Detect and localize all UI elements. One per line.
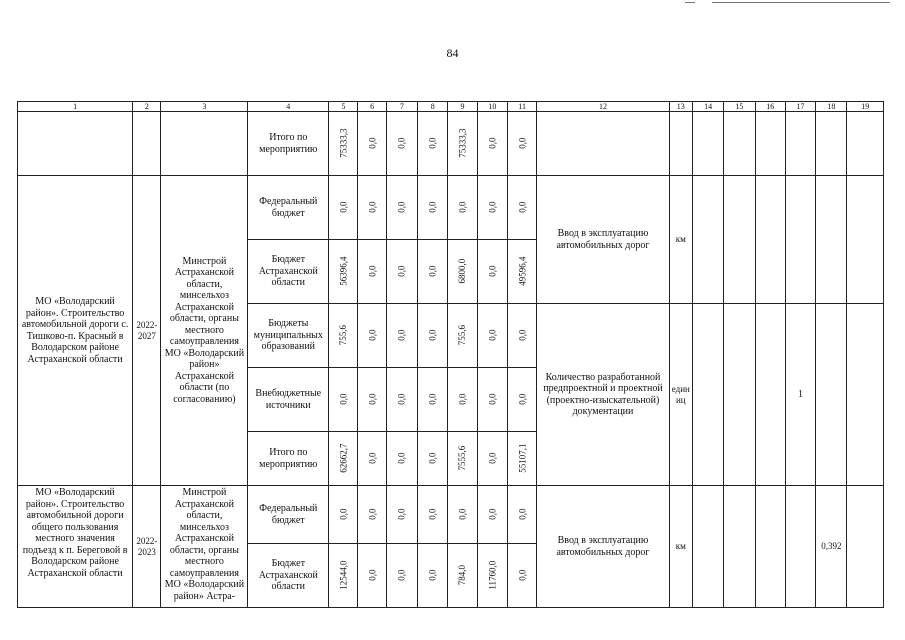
scan-edge-line — [712, 2, 890, 3]
value-cell: 75333,3 — [329, 112, 358, 176]
column-header: 15 — [724, 102, 755, 112]
column-header: 3 — [161, 102, 248, 112]
source-label: Итого по мероприятию — [248, 432, 329, 486]
value-cell: 755,6 — [448, 304, 477, 368]
column-header: 9 — [448, 102, 477, 112]
value-cell: 0,0 — [477, 304, 507, 368]
column-header: 14 — [692, 102, 723, 112]
value-cell: 75333,3 — [448, 112, 477, 176]
value-cell: 0,0 — [448, 486, 477, 544]
source-label: Бюджет Астраханской области — [248, 544, 329, 608]
value-cell: 6800,0 — [448, 240, 477, 304]
object-name: МО «Володарский район». Строительство автомобильной дороги общего пользования местного значения подъезд к п. Береговой в Володарском районе Астраханской области — [18, 486, 133, 608]
value-cell: 0,0 — [329, 486, 358, 544]
value-cell: 0,0 — [508, 112, 537, 176]
value-cell: 0,0 — [508, 368, 537, 432]
value-cell: 0,0 — [386, 240, 417, 304]
value-cell: 0,0 — [418, 432, 448, 486]
column-header: 19 — [847, 102, 884, 112]
table-row — [18, 176, 884, 240]
value-cell: 0,0 — [358, 176, 386, 240]
value-cell: 0,0 — [386, 432, 417, 486]
object-name: МО «Володарский район». Строительство автомобильной дороги с. Тишково-п. Красный в Володарском районе Астраханской области — [18, 176, 133, 486]
value-cell: 0,0 — [418, 368, 448, 432]
value-cell: 0,0 — [329, 368, 358, 432]
unit-cell — [669, 112, 692, 176]
value-cell: 0,0 — [448, 176, 477, 240]
column-header: 16 — [755, 102, 785, 112]
indicator-cell — [537, 112, 669, 176]
indicator-value: 1 — [785, 304, 815, 486]
column-header: 4 — [248, 102, 329, 112]
value-cell: 0,0 — [386, 368, 417, 432]
column-header: 17 — [785, 102, 815, 112]
indicator-unit: единиц — [669, 304, 692, 486]
column-header: 1 — [18, 102, 133, 112]
value-cell: 11760,0 — [477, 544, 507, 608]
column-header: 18 — [816, 102, 847, 112]
object-cell — [18, 112, 133, 176]
column-header: 7 — [386, 102, 417, 112]
value-cell: 0,0 — [358, 240, 386, 304]
source-label: Бюджет Астраханской области — [248, 240, 329, 304]
value-cell: 55107,1 — [508, 432, 537, 486]
source-label: Итого по мероприятию — [248, 112, 329, 176]
period: 2022-2027 — [133, 176, 161, 486]
value-cell: 0,0 — [508, 544, 537, 608]
value-cell: 0,0 — [329, 176, 358, 240]
scan-edge-line — [685, 2, 695, 3]
value-cell: 0,0 — [358, 368, 386, 432]
value-cell: 0,0 — [418, 112, 448, 176]
indicator-name: Ввод в эксплуатацию автомобильных дорог — [537, 176, 669, 304]
period: 2022-2023 — [133, 486, 161, 608]
value-cell: 0,0 — [477, 240, 507, 304]
column-header: 8 — [418, 102, 448, 112]
table-row — [18, 486, 884, 544]
indicator-name: Ввод в эксплуатацию автомобильных дорог — [537, 486, 669, 608]
value-cell: 62662,7 — [329, 432, 358, 486]
value-cell: 755,6 — [329, 304, 358, 368]
value-cell: 0,0 — [508, 304, 537, 368]
value-cell: 0,0 — [477, 112, 507, 176]
indicator-name: Количество разработанной предпроектной и проектной (проектно-изыскательной) документации — [537, 304, 669, 486]
value-cell: 0,0 — [477, 486, 507, 544]
value-cell: 0,0 — [386, 304, 417, 368]
value-cell: 0,0 — [418, 544, 448, 608]
table-row — [18, 112, 884, 176]
indicator-value: 0,392 — [816, 486, 847, 608]
executor-cell — [161, 112, 248, 176]
value-cell: 0,0 — [358, 432, 386, 486]
column-header: 2 — [133, 102, 161, 112]
value-cell: 784,0 — [448, 544, 477, 608]
column-number-row — [18, 102, 884, 112]
indicator-unit: км — [669, 176, 692, 304]
column-header: 12 — [537, 102, 669, 112]
executors: Минстрой Астраханской области, минсельхоз Астраханской области, органы местного самоуправления МО «Володарский район» Астра- — [161, 486, 248, 608]
column-header: 6 — [358, 102, 386, 112]
value-cell: 12544,0 — [329, 544, 358, 608]
value-cell: 0,0 — [418, 486, 448, 544]
value-cell: 0,0 — [477, 368, 507, 432]
column-header: 11 — [508, 102, 537, 112]
value-cell: 0,0 — [477, 176, 507, 240]
program-table — [17, 101, 884, 608]
value-cell: 0,0 — [386, 544, 417, 608]
value-cell: 0,0 — [418, 240, 448, 304]
period-cell — [133, 112, 161, 176]
indicator-unit: км — [669, 486, 692, 608]
value-cell: 0,0 — [508, 486, 537, 544]
executors: Минстрой Астраханской области, минсельхоз Астраханской области, органы местного самоуправления МО «Володарский район» Астраханской области (по согласованию) — [161, 176, 248, 486]
value-cell: 0,0 — [358, 304, 386, 368]
source-label: Бюджеты муниципальных образований — [248, 304, 329, 368]
value-cell: 56396,4 — [329, 240, 358, 304]
value-cell: 0,0 — [477, 432, 507, 486]
source-label: Федеральный бюджет — [248, 176, 329, 240]
value-cell: 0,0 — [386, 176, 417, 240]
column-header: 10 — [477, 102, 507, 112]
value-cell: 49596,4 — [508, 240, 537, 304]
value-cell: 0,0 — [418, 304, 448, 368]
value-cell: 0,0 — [448, 368, 477, 432]
page-number: 84 — [446, 46, 459, 60]
value-cell: 0,0 — [358, 544, 386, 608]
value-cell: 0,0 — [508, 176, 537, 240]
value-cell: 7555,6 — [448, 432, 477, 486]
source-label: Федеральный бюджет — [248, 486, 329, 544]
value-cell: 0,0 — [358, 112, 386, 176]
value-cell: 0,0 — [358, 486, 386, 544]
source-label: Внебюджетные источники — [248, 368, 329, 432]
value-cell: 0,0 — [418, 176, 448, 240]
value-cell: 0,0 — [386, 112, 417, 176]
column-header: 5 — [329, 102, 358, 112]
column-header: 13 — [669, 102, 692, 112]
value-cell: 0,0 — [386, 486, 417, 544]
